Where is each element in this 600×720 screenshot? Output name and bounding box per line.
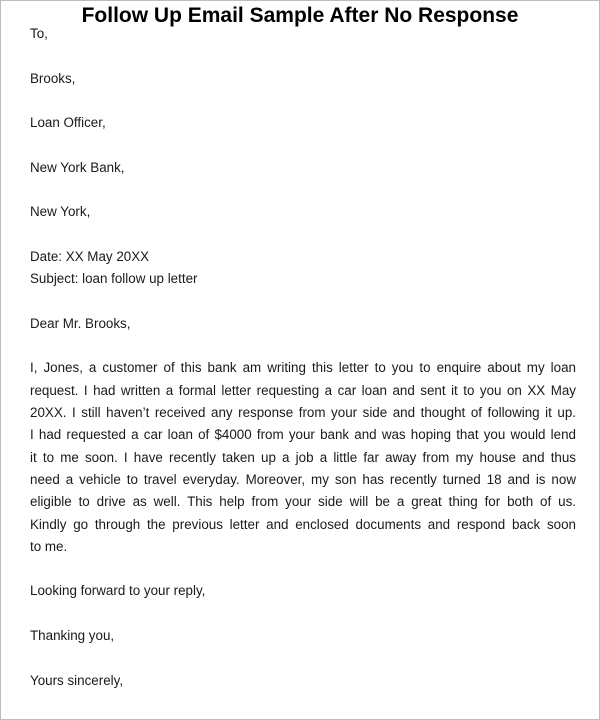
body-line: 20XX. I still haven’t received any response from your side and thought of following it up. [30,405,576,421]
body-line: I, Jones, a customer of this bank am writing this letter to you to enquire about my loan [30,360,576,376]
body-paragraph [30,357,576,558]
salutation: Dear Mr. Brooks, [30,315,131,331]
body-line: eligible to drive as well. This help from your side will be a great thing for both of us. [30,494,576,510]
sign-off: Yours sincerely, [30,672,124,688]
city: New York, [30,204,91,220]
recipient-title: Loan Officer, [30,115,106,131]
spacer [30,90,576,112]
spacer [30,134,576,156]
body-line: need a vehicle to travel everyday. Moreover, my son has recently turned 18 and is now [30,471,576,487]
spacer [30,603,576,625]
closing-line: Looking forward to your reply, [30,583,206,599]
spacer [30,45,576,67]
spacer [30,179,576,201]
body-line: request. I had written a formal letter requesting a car loan and sent it to you on XX May [30,382,576,398]
thanks-line: Thanking you, [30,628,115,644]
page-title: Follow Up Email Sample After No Response [81,4,519,27]
bank-name: New York Bank, [30,159,125,175]
spacer [30,335,576,357]
subject-line: Subject: loan follow up letter [30,271,198,287]
spacer [30,291,576,313]
body-line: Kindly go through the previous letter and enclosed documents and respond back soon [30,516,576,532]
recipient-name: Brooks, [30,70,76,86]
body-line: I had requested a car loan of $4000 from your bank and was hoping that you would lend [30,427,576,443]
body-line: to me. [30,538,68,554]
spacer [30,224,576,246]
body-line: it to me soon. I have recently taken up a job a little far away from my house and thus [30,449,576,465]
spacer [30,647,576,669]
to-label: To, [30,26,48,41]
spacer [30,558,576,580]
date-line: Date: XX May 20XX [30,248,150,264]
letter-body [30,23,576,692]
